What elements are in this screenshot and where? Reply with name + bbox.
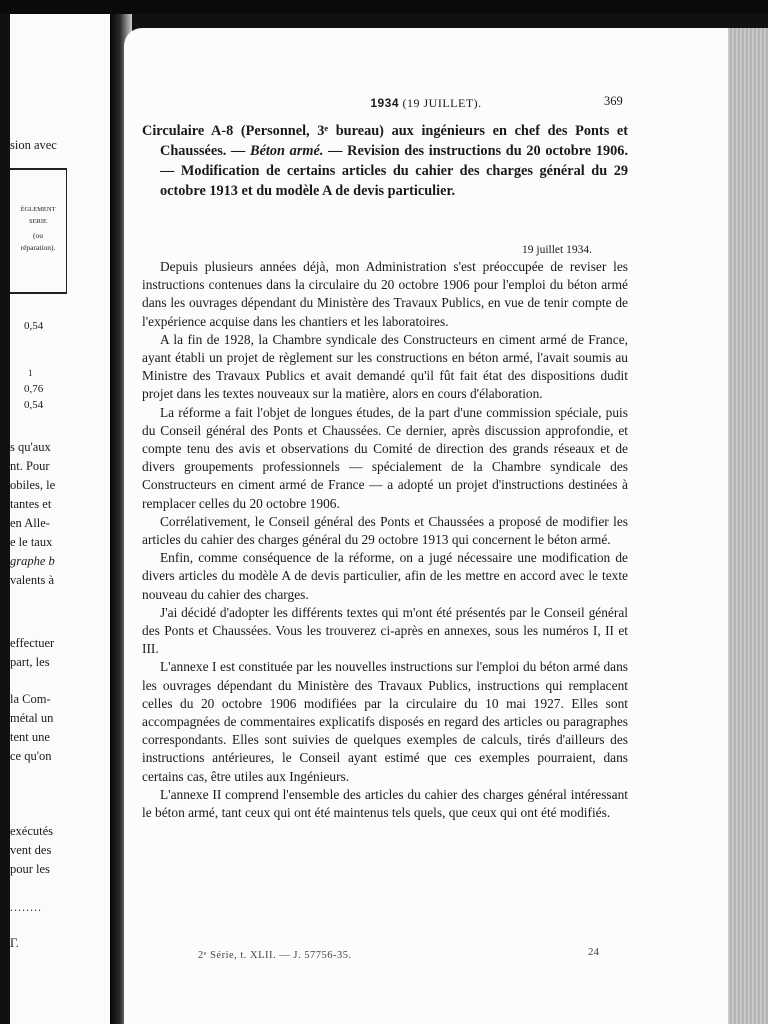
title-italic: Béton armé. [250, 143, 324, 159]
left-page-fragment [10, 14, 115, 1024]
left-text-line: obiles, le [10, 478, 56, 492]
paragraph: Enfin, comme conséquence de la réforme, on a jugé nécessaire une modification de divers articles du modèle A de devis particulier, afin de les mettre en accord avec le texte nouveau du cahier des charges. [142, 550, 628, 602]
paragraph: Depuis plusieurs années déjà, mon Administration s'est préoccupée de reviser les instructions contenues dans la circulaire du 20 octobre 1906 pour l'emploi du béton armé dans les ouvrages dépendant du Ministère des Travaux Publics, en vue de tenir compte de l'expérience acquise dans les chantiers et les laboratoires. [142, 259, 628, 329]
paragraph: L'annexe I est constituée par les nouvelles instructions sur l'emploi du béton armé dans les ouvrages dépendant du Ministère des Travaux Publics, instructions qui remplacent celles du 20 octobre 1906 modifiées par la circulaire du 10 mai 1927. Elles sont accompagnées de commentaires explicatifs disposés en regard des articles ou paragraphes correspondants. Elles sont suivies de quelques exemples de calculs, tirés d'ailleurs des instructions antérieures, le Conseil ayant estimé que ces exemples pourraient, dans certains cas, être utiles aux Ingénieurs. [142, 659, 628, 784]
left-text-line: s qu'aux [10, 440, 51, 454]
left-dotted-leader: ........ [10, 900, 42, 914]
left-text-line: nt. Pour [10, 459, 50, 473]
left-table-value: 0,54 [24, 320, 44, 332]
left-text-line: effectuer [10, 636, 55, 650]
paragraph: J'ai décidé d'adopter les différents textes qui m'ont été présentés par le Conseil général des Ponts et Chaussées. Vous les trouverez ci-après en annexes, sous les numéros I, II et III. [142, 604, 628, 657]
left-text-line: métal un [10, 711, 54, 725]
left-table-header: réparation). [20, 243, 56, 252]
left-text-line: exécutés [10, 824, 54, 838]
left-text-line: en Alle- [10, 516, 50, 530]
page-number: 369 [604, 94, 623, 108]
signature-mark: 24 [588, 946, 599, 958]
circular-date: 19 juillet 1934. [522, 244, 592, 256]
left-text-line: part, les [10, 655, 50, 669]
circular-body [142, 258, 628, 822]
main-page [124, 28, 728, 1024]
left-text-line: graphe b [10, 554, 55, 568]
scan-border [0, 0, 768, 14]
left-table-value: 0,54 [24, 399, 44, 411]
left-text-line: ce qu'on [10, 749, 52, 763]
paragraph: Corrélativement, le Conseil général des Ponts et Chaussées a proposé de modifier les articles du cahier des charges général du 29 octobre 1913 qui concernent le béton armé. [142, 513, 628, 548]
left-table-header: (ou [33, 231, 43, 240]
header-year: 1934 [370, 96, 400, 110]
circular-title [142, 121, 628, 201]
left-table-value: 0,76 [24, 383, 44, 395]
paragraph: L'annexe II comprend l'ensemble des articles du cahier des charges général intéressant le béton armé, tant ceux qui ont été maintenus tels quels, que ceux qui ont été modifiés. [142, 786, 628, 821]
title-part-2: — Revision des instructions du 20 octobre 1906. — Modification de certains articles du cahier des charges général du 29 octobre 1913 et du modèle A de devis particulier. [160, 143, 629, 199]
title-part-1: Circulaire A-8 (Personnel, 3ᵉ bureau) aux ingénieurs en chef des Ponts et Chaussées. — [142, 123, 628, 159]
left-text-line: tent une [10, 730, 50, 744]
page-footer: 2ᵉ Série, t. XLII. — J. 57756-35. [198, 950, 352, 961]
left-text-line: tantes et [10, 497, 52, 511]
left-table-fragment [10, 168, 67, 294]
left-text-line: e le taux [10, 535, 53, 549]
paragraph: La réforme a fait l'objet de longues études, de la part d'une commission spéciale, puis du Conseil général des Ponts et Chaussées. Ce dernier, après discussion approfondie, et compte tenu des avis et observations du Comité de direction des grands réseaux et de divers groupements professionnels — spécialement de la Chambre syndicale des Constructeurs en ciment armé de France — a adopté un projet d'instructions destinées à remplacer celles du 20 octobre 1906. [142, 404, 628, 511]
left-table-header: ÈGLEMENT [20, 206, 56, 213]
left-text-line: Γ. [10, 936, 19, 950]
left-table-header: SERIE [28, 218, 48, 225]
left-text-line: vent des [10, 843, 52, 857]
left-text-line: sion avec [10, 138, 57, 152]
left-text-line: valents à [10, 573, 55, 587]
header-date: (19 JUILLET). [402, 96, 482, 110]
left-text-line: la Com- [10, 692, 51, 706]
running-head [124, 96, 728, 111]
paragraph: A la fin de 1928, la Chambre syndicale des Constructeurs en ciment armé de France, ayant établi un projet de règlement sur les constructions en béton armé, l'avait soumis au Ministre des Travaux Publics et avait demandé qu'il fût fait état des dispositions dudit projet dans les textes nouveaux sur la matière, alors en cours d'élaboration. [142, 331, 628, 402]
left-text-line: pour les [10, 862, 50, 876]
left-table-value: 1 [28, 368, 33, 378]
page-stack-edge [728, 28, 768, 1024]
